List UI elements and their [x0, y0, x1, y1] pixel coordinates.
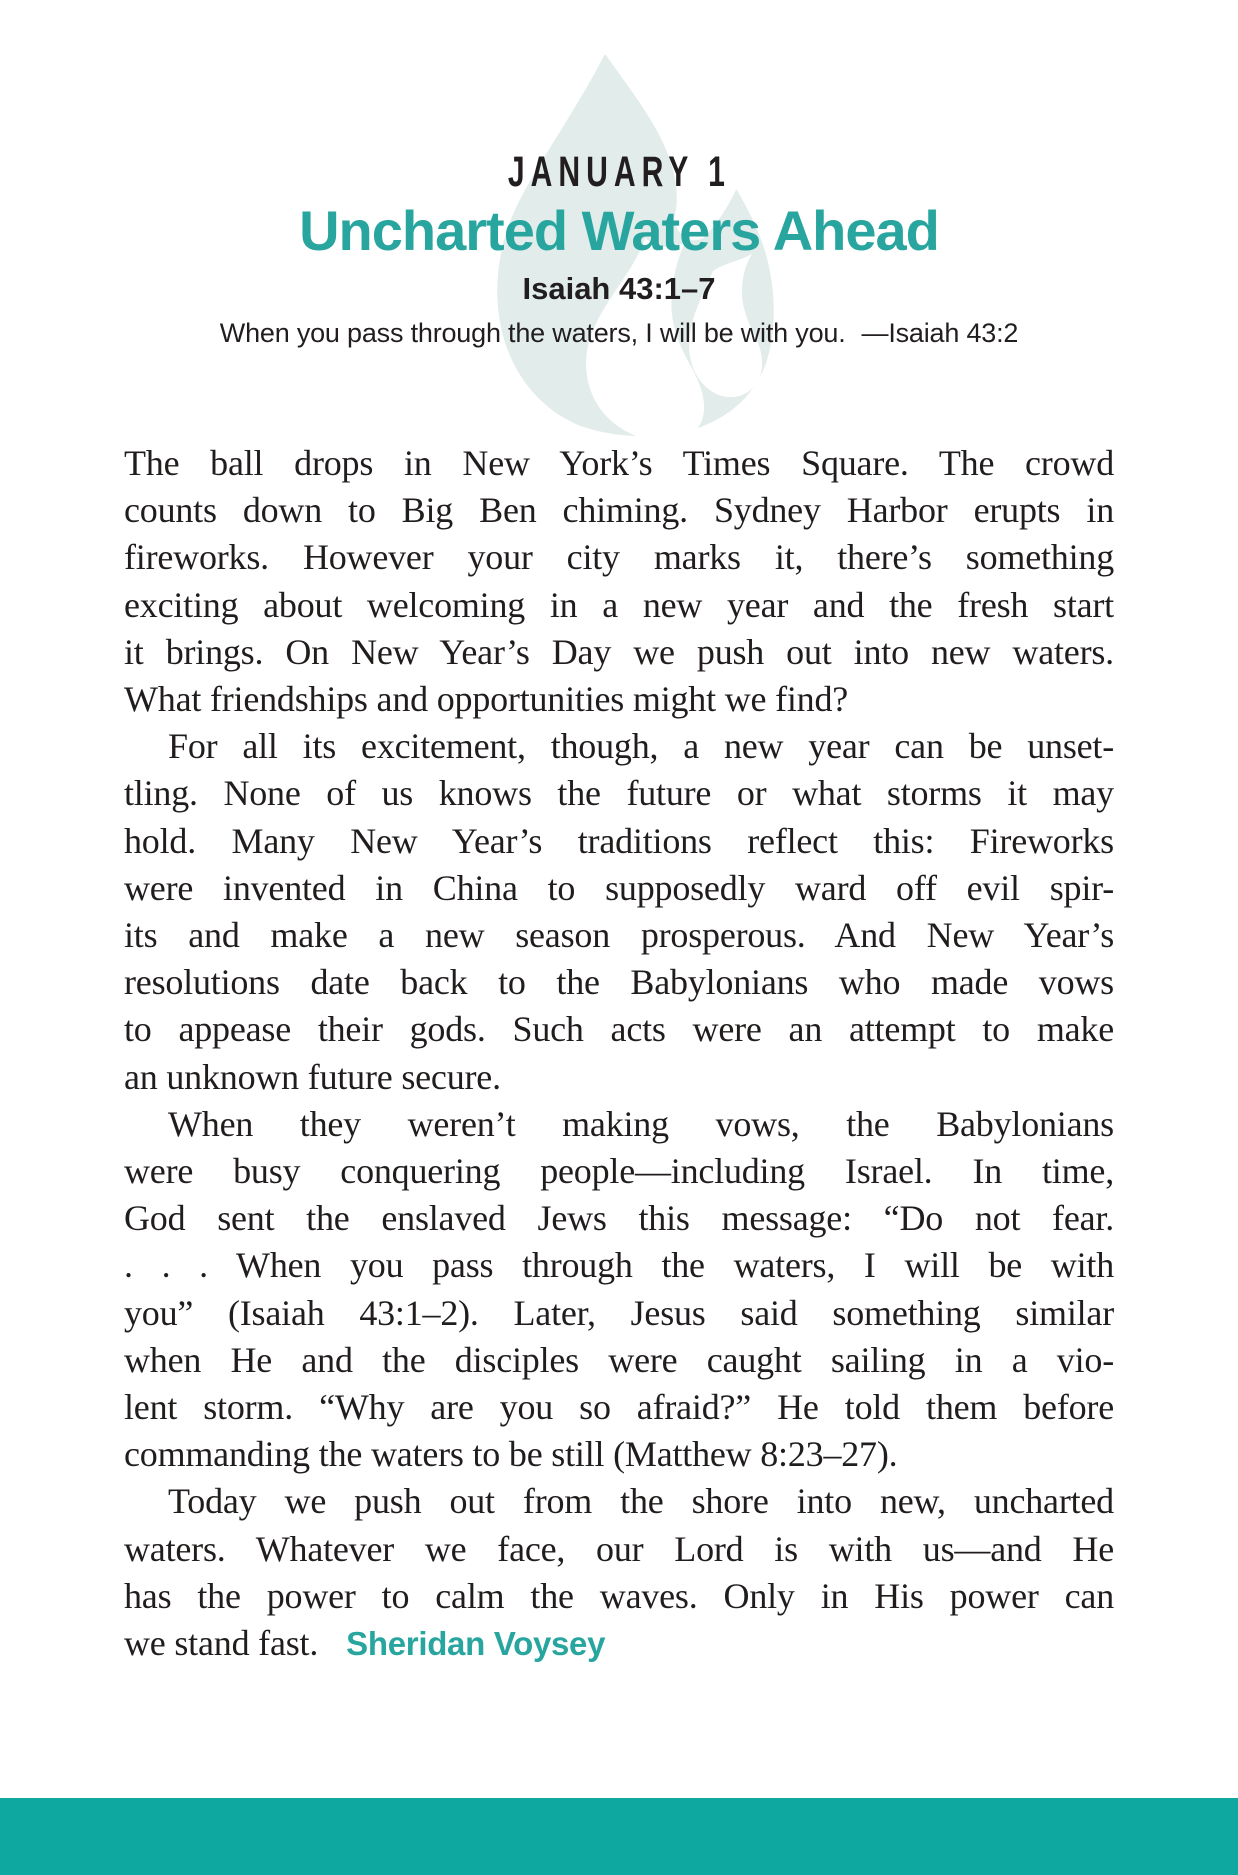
body-line: waters. Whatever we face, our Lord is with us—and He: [124, 1528, 1114, 1569]
body-line: you” (Isaiah 43:1–2). Later, Jesus said something similar: [124, 1292, 1114, 1333]
body-line: it brings. On New Year’s Day we push out into new waters.: [124, 631, 1114, 672]
body-line: an unknown future secure.: [124, 1056, 501, 1097]
body-line: fireworks. However your city marks it, there’s something: [124, 537, 1114, 578]
verse-text: When you pass through the waters, I will be with you.: [219, 318, 846, 348]
body-line: were invented in China to supposedly ward off evil spir-: [124, 867, 1114, 908]
paragraph: [124, 723, 1114, 1101]
body-line: when He and the disciples were caught sailing in a vio-: [124, 1339, 1114, 1380]
body-line: were busy conquering people—including Israel. In time,: [124, 1151, 1114, 1192]
body-line: we stand fast. Sheridan Voysey: [124, 1623, 606, 1664]
devotional-body: [124, 440, 1114, 1667]
body-line: commanding the waters to be still (Matthew 8:23–27).: [124, 1434, 898, 1475]
author-name: Sheridan Voysey: [346, 1625, 606, 1663]
verse-line: [0, 318, 1238, 349]
body-line: tling. None of us knows the future or what storms it may: [124, 773, 1114, 814]
body-line: resolutions date back to the Babylonians who made vows: [124, 962, 1114, 1003]
body-line: to appease their gods. Such acts were an attempt to make: [124, 1009, 1114, 1050]
date-heading: [0, 148, 1238, 197]
body-line: When they weren’t making vows, the Babylonians: [168, 1103, 1114, 1144]
body-line: exciting about welcoming in a new year and the fresh start: [124, 584, 1114, 625]
body-line: What friendships and opportunities might we find?: [124, 679, 849, 720]
body-line: . . . When you pass through the waters, I will be with: [124, 1245, 1114, 1286]
page-title: Uncharted Waters Ahead: [299, 199, 939, 262]
body-line: Today we push out from the shore into new, uncharted: [168, 1481, 1114, 1522]
scripture-reference: Isaiah 43:1–7: [522, 271, 716, 306]
paragraph: [124, 1478, 1114, 1667]
date-heading-text: JANUARY 1: [507, 148, 731, 196]
paragraph: [124, 1101, 1114, 1479]
body-line: The ball drops in New York’s Times Square. The crowd: [124, 443, 1114, 483]
footer-band: [0, 1798, 1238, 1875]
verse-attribution: —Isaiah 43:2: [861, 318, 1019, 348]
body-line: lent storm. “Why are you so afraid?” He told them before: [124, 1387, 1114, 1428]
body-line: counts down to Big Ben chiming. Sydney Harbor erupts in: [124, 490, 1114, 531]
body-line: its and make a new season prosperous. And New Year’s: [124, 915, 1114, 956]
body-line: hold. Many New Year’s traditions reflect this: Fireworks: [124, 820, 1114, 861]
body-line: has the power to calm the waves. Only in His power can: [124, 1575, 1114, 1616]
body-line: God sent the enslaved Jews this message: “Do not fear.: [124, 1198, 1114, 1239]
paragraph: [124, 440, 1114, 723]
body-line: For all its excitement, though, a new year can be unset-: [168, 726, 1114, 767]
